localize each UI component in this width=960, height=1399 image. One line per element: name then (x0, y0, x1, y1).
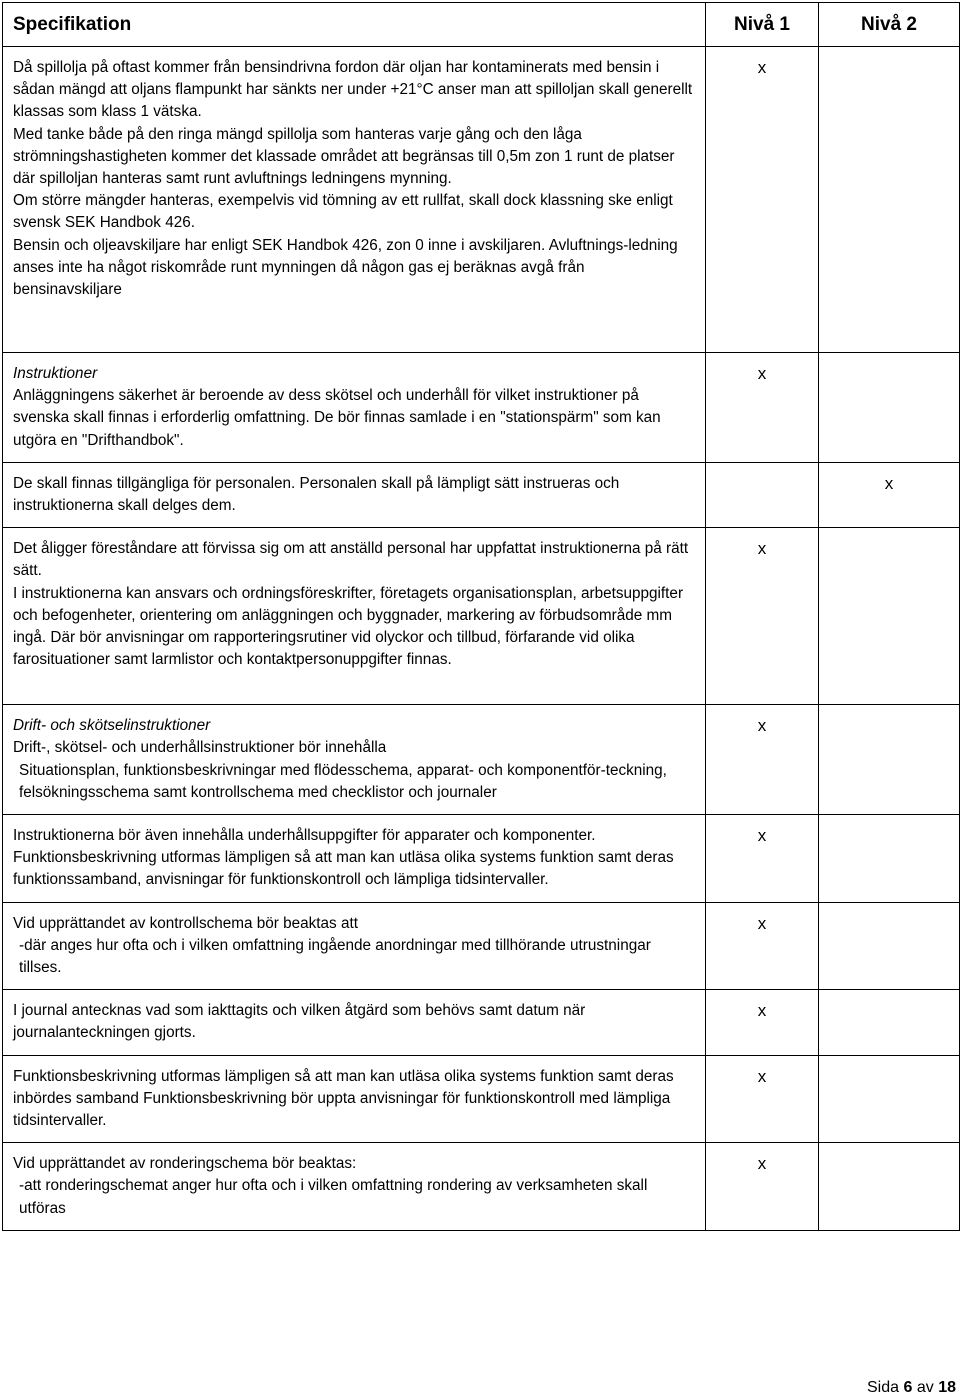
paragraph: Bensin och oljeavskiljare har enligt SEK Handbok 426, zon 0 inne i avskiljaren. Avluftnings-ledning anses inte ha något riskområde runt mynningen då någon gas ej beräknas avgå från bensinavskiljare (13, 236, 678, 299)
paragraph: Vid upprättandet av kontrollschema bör beaktas att (13, 914, 358, 932)
specification-cell (3, 1143, 706, 1231)
paragraph: Om större mängder hanteras, exempelvis vid tömning av ett rullfat, skall dock klassning ske enligt svensk SEK Handbok 426. (13, 192, 673, 232)
specification-cell (3, 47, 706, 353)
level-1-mark: x (706, 815, 819, 903)
level-2-mark (819, 1055, 960, 1143)
level-1-mark: x (706, 902, 819, 990)
table-row (3, 1143, 960, 1231)
specification-cell (3, 705, 706, 815)
level-2-mark (819, 1143, 960, 1231)
table-row (3, 462, 960, 527)
table-row (3, 353, 960, 463)
paragraph: I instruktionerna kan ansvars och ordningsföreskrifter, företagets organisationsplan, arbetsuppgifter och befogenheter, orientering om anläggningen och byggnader, markering av förbudsområde mm ingå. Där bör anvisningar om rapporteringsrutiner vid olyckor och tillbud, förfarande vid olika farosituationer samt larmlistor och kontaktpersonuppgifter finnas. (13, 584, 684, 669)
paragraph: I journal antecknas vad som iakttagits och vilken åtgärd som behövs samt datum när journalanteckningen gjorts. (13, 1002, 586, 1042)
specification-cell (3, 815, 706, 903)
table-row (3, 1055, 960, 1143)
section-heading: Drift- och skötselinstruktioner (13, 717, 211, 735)
level-2-mark (819, 528, 960, 705)
paragraph: De skall finnas tillgängliga för personalen. Personalen skall på lämpligt sätt instrueras och instruktionerna skall delges dem. (13, 474, 620, 515)
table-row (3, 528, 960, 705)
specification-table (2, 2, 960, 1231)
header-specification: Specifikation (3, 3, 706, 47)
level-2-mark (819, 353, 960, 463)
level-1-mark (706, 462, 819, 527)
footer-page-total: 18 (938, 1379, 956, 1396)
paragraph: Det åligger föreståndare att förvissa sig om att anställd personal har uppfattat instruktionerna på rätt sätt. (13, 540, 689, 580)
level-2-mark (819, 815, 960, 903)
specification-cell (3, 902, 706, 990)
footer-mid: av (916, 1379, 934, 1396)
section-heading: Instruktioner (13, 365, 98, 382)
indented-paragraph: -att ronderingschemat anger hur ofta och i vilken omfattning rondering av verksamheten skall utföras (19, 1177, 648, 1217)
indented-paragraph: -där anges hur ofta och i vilken omfattning ingående anordningar med tillhörande utrustningar tillses. (19, 936, 651, 977)
level-1-mark: x (706, 990, 819, 1055)
footer-page-number: 6 (903, 1379, 913, 1396)
table-row (3, 990, 960, 1055)
table-row (3, 47, 960, 353)
page-footer (867, 1379, 956, 1397)
paragraph: Drift-, skötsel- och underhållsinstruktioner bör innehålla (13, 739, 387, 757)
level-1-mark: x (706, 47, 819, 353)
level-2-mark (819, 990, 960, 1055)
level-1-mark: x (706, 353, 819, 463)
level-2-mark: x (819, 462, 960, 527)
indented-paragraph: Situationsplan, funktionsbeskrivningar med flödesschema, apparat- och komponentför-teckning, felsökningsschema samt kontrollschema med checklistor och journaler (19, 761, 667, 801)
paragraph: Då spillolja på oftast kommer från bensindrivna fordon där oljan har kontaminerats med bensin i sådan mängd att oljans flampunkt har sänkts ner under +21°C anser man att spilloljan skall generellt klassas som klass 1 vätska. (13, 59, 693, 121)
specification-cell (3, 1055, 706, 1143)
level-1-mark: x (706, 1143, 819, 1231)
table-row (3, 705, 960, 815)
level-2-mark (819, 47, 960, 353)
level-1-mark: x (706, 705, 819, 815)
paragraph: Med tanke både på den ringa mängd spillolja som hanteras varje gång och den låga strömningshastigheten kommer det klassade området att begränsas till 0,5m zon 1 runt de platser där spilloljan hanteras samt runt avluftnings ledningens mynning. (13, 125, 675, 188)
specification-cell (3, 462, 706, 527)
footer-prefix: Sida (867, 1379, 900, 1396)
header-level-2: Nivå 2 (819, 3, 960, 47)
specification-cell (3, 528, 706, 705)
table-row (3, 815, 960, 903)
paragraph: Funktionsbeskrivning utformas lämpligen så att man kan utläsa olika systems funktion samt deras inbördes samband Funktionsbeskrivning bör uppta anvisningar för funktionskontroll med lämpliga tidsintervaller. (13, 1067, 674, 1130)
specification-cell (3, 353, 706, 463)
paragraph: Vid upprättandet av ronderingschema bör beaktas: (13, 1155, 357, 1173)
specification-cell (3, 990, 706, 1055)
header-level-1: Nivå 1 (706, 3, 819, 47)
level-1-mark: x (706, 528, 819, 705)
header-row (3, 3, 960, 47)
paragraph: Instruktionerna bör även innehålla underhållsuppgifter för apparater och komponenter. Funktionsbeskrivning utformas lämpligen så att man kan utläsa olika systems funktion samt deras funktionssamband, anvisningar för funktionskontroll och lämpliga tidsintervaller. (13, 827, 674, 889)
level-2-mark (819, 902, 960, 990)
level-1-mark: x (706, 1055, 819, 1143)
paragraph: Anläggningens säkerhet är beroende av dess skötsel och underhåll för vilket instruktioner på svenska skall finnas i erforderlig omfattning. De bör finnas samlade i en "stationspärm" som kan utgöra en "Drifthandbok". (13, 387, 661, 449)
level-2-mark (819, 705, 960, 815)
table-row (3, 902, 960, 990)
